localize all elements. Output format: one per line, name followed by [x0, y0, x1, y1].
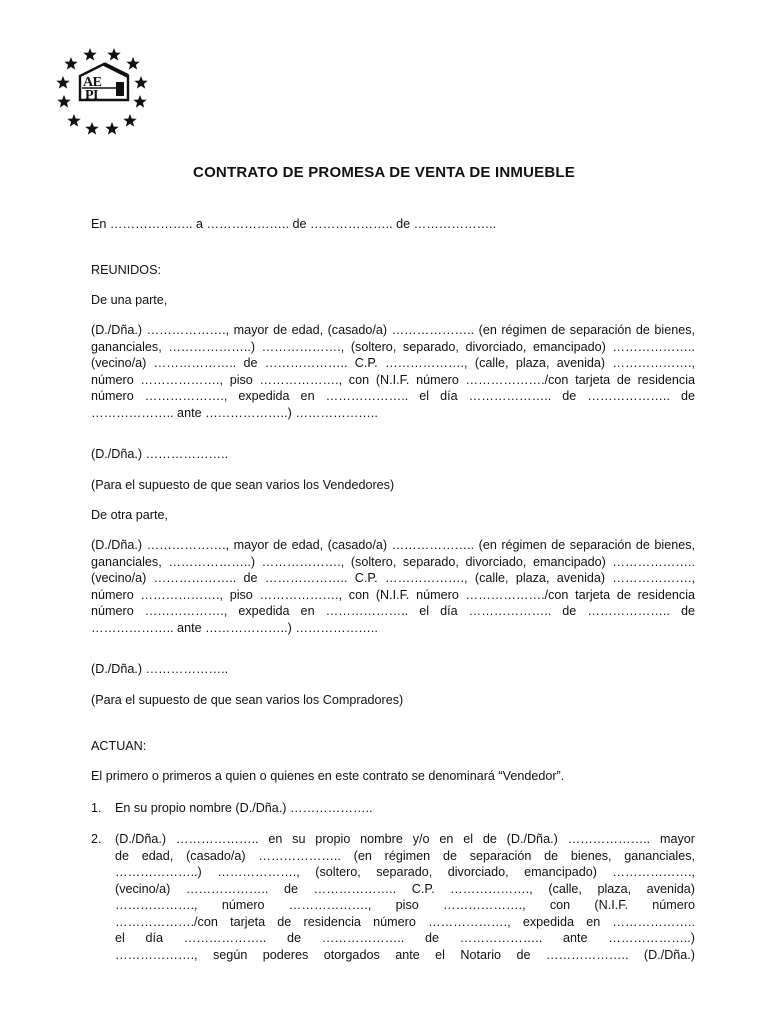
list-item-line: (D./Dña.) ……………….. en su propio nombre y/o en el de (D./Dña.) ……………….. mayor — [115, 832, 695, 846]
list-item-line: ………………./con tarjeta de residencia número ………………., expedida en ……………….. — [115, 914, 695, 929]
list-item-line: ………………., número ………………., piso ………………., con (N.I.F. número — [115, 898, 695, 912]
logo-text-top: AE — [83, 75, 102, 90]
list-item-line: el día ……………….. de ……………….. de ……………….. ante ………………..) — [115, 931, 695, 945]
list-item-line: (vecino/a) ……………….. de ……………….. C.P. ………………., (calle, plaza, avenida) — [115, 881, 695, 896]
parte1-note: (Para el supuesto de que sean varios los Vendedores) — [91, 478, 395, 492]
parte2-heading: De otra parte, — [91, 508, 169, 522]
parte1-extra: (D./Dña.) ……………….. — [91, 447, 229, 461]
list-item-number: 1. — [91, 801, 102, 815]
parte2-paragraph: (D./Dña.) ………………., mayor de edad, (casado/a) ……………….. (en régimen de separación de bienes, gananciales, ………………..) ………………., (soltero, separado, divorciado, emancipado) ……………….. (vecino/a) ……………….. de ……………….. C.P. ………………., (calle, plaza, avenida) ………………., número ………………., piso ………………., con (N.I.F. número ………………./con tarjeta de residencia número ………………., expedida en ……………….. el día ……………….. de ……………….. de ……………….. ante ………………..) ……………….. — [91, 538, 695, 635]
reunidos-heading: REUNIDOS: — [91, 263, 161, 277]
parte2-note: (Para el supuesto de que sean varios los Compradores) — [91, 693, 404, 707]
place-date-line: En ……………….. a ……………….. de ……………….. de ……………….. — [91, 217, 497, 231]
list-item-number: 2. — [91, 832, 102, 846]
logo-text-bottom: PI — [85, 88, 98, 103]
actuan-heading: ACTUAN: — [91, 739, 147, 753]
list-item-line: de edad, (casado/a) ……………….. (en régimen de separación de bienes, gananciales, — [115, 848, 695, 863]
aepi-logo — [52, 40, 152, 136]
list-item-text: En su propio nombre (D./Dña.) ……………….. — [115, 801, 373, 815]
parte2-extra: (D./Dña.) ……………….. — [91, 662, 229, 676]
parte1-paragraph: (D./Dña.) ………………., mayor de edad, (casado/a) ……………….. (en régimen de separación de bienes, gananciales, ………………..) ………………., (soltero, separado, divorciado, emancipado) ……………….. (vecino/a) ……………….. de ……………….. C.P. ………………., (calle, plaza, avenida) ………………., número ………………., piso ………………., con (N.I.F. número ………………./con tarjeta de residencia número ………………., expedida en ……………….. el día ……………….. de ……………….. de ……………….. ante ………………..) ……………….. — [91, 323, 695, 420]
list-item-line: ………………., según poderes otorgados ante el Notario de ……………….. (D./Dña.) — [115, 947, 695, 962]
document-title: CONTRATO DE PROMESA DE VENTA DE INMUEBLE — [193, 164, 575, 181]
parte1-heading: De una parte, — [91, 293, 168, 307]
actuan-intro: El primero o primeros a quien o quienes en este contrato se denominará “Vendedor”. — [91, 769, 565, 783]
list-item-line: ………………..) ………………., (soltero, separado, divorciado, emancipado) ………………., — [115, 865, 695, 879]
